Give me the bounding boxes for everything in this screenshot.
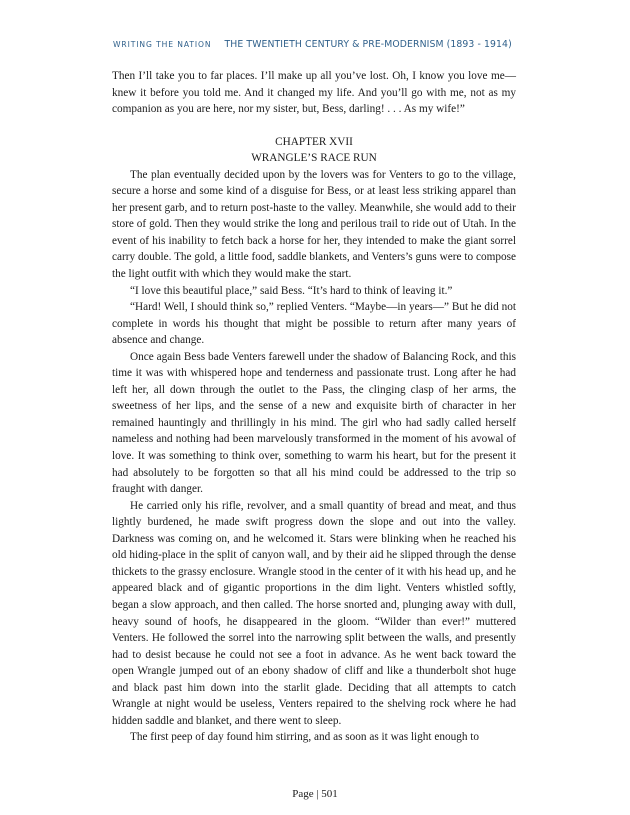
chapter-title: WRANGLE’S RACE RUN	[251, 152, 377, 165]
paragraph: The plan eventually decided upon by the lovers was for Venters to go to the village, secure a horse and some kind of a disguise for Bess, or at least less striking apparel than her present garb, and to return post-haste to the valley. Meanwhile, she would add to their store of gold. Then they would strike the long and perilous trail to ride out of Utah. In the event of his inability to fetch back a horse for her, they intended to make the giant sorrel carry double. The gold, a little food, saddle blankets, and Venters’s guns were to compose the light outfit with which they would make the start.	[112, 168, 516, 281]
paragraph: “I love this beautiful place,” said Bess. “It’s hard to think of leaving it.”	[130, 284, 453, 297]
paragraph: He carried only his rifle, revolver, and a small quantity of bread and meat, and thus lightly burdened, he made swift progress down the slope and out into the valley. Darkness was coming on, and he welcomed it. Stars were blinking when he reached his old hiding-place in the split of canyon wall, and by their aid he slipped through the dense thickets to the grassy enclosure. Wrangle stood in the center of it with his head up, and he appeared black and of gigantic proportions in the dim light. Venters whistled softly, began a slow approach, and then called. The horse snorted and, plunging away with dull, heavy sound of hoofs, he disappeared in the gloom. “Wilder than ever!” muttered Venters. He followed the sorrel into the narrowing split between the walls, and presently had to desist because he could not see a foot in advance. As he went back toward the open Wrangle jumped out of an ebony shadow of cliff and like a thunderbolt shot huge and black past him down into the starlit glade. Deciding that all attempts to catch Wrangle at night would be useless, Venters repaired to the shelving rock where he had hidden saddle and blanket, and there went to sleep.	[112, 499, 516, 727]
paragraph-continued: Then I’ll take you to far places. I’ll make up all you’ve lost. Oh, I know you love me—knew it before you told me. And it changed my life. And you’ll go with me, not as my companion as you are here, nor my sister, but, Bess, darling! . . . As my wife!”	[112, 70, 516, 116]
paragraph: “Hard! Well, I should think so,” replied Venters. “Maybe—in years—” But he did not complete in words his thought that might be possible to return after many years of absence and change.	[112, 301, 516, 347]
body-text	[112, 68, 516, 746]
paragraph: Once again Bess bade Venters farewell under the shadow of Balancing Rock, and this time it was with whispered hope and tenderness and passionate trust. Long after he had left her, all down through the outlet to the Pass, the clinging clasp of her arms, the sweetness of her lips, and the sense of a new and exquisite birth of character in her remained hauntingly and thrillingly in his mind. The girl who had sadly called herself nameless and nothing had been marvelously transformed in the moment of his avowal of love. It was something to think over, something to warm his heart, but for the present it had absolutely to be forgotten so that all his mind could be addressed to the trip so fraught with danger.	[112, 350, 516, 496]
chapter-number: CHAPTER XVII	[275, 135, 353, 148]
chapter-heading	[112, 134, 516, 167]
page-number: Page | 501	[292, 788, 338, 800]
header-section: WRITING THE NATION	[113, 40, 212, 49]
running-header	[113, 39, 533, 50]
paragraph: The first peep of day found him stirring, and as soon as it was light enough to	[130, 731, 480, 744]
header-title: THE TWENTIETH CENTURY & PRE-MODERNISM (1893 - 1914)	[224, 39, 512, 50]
